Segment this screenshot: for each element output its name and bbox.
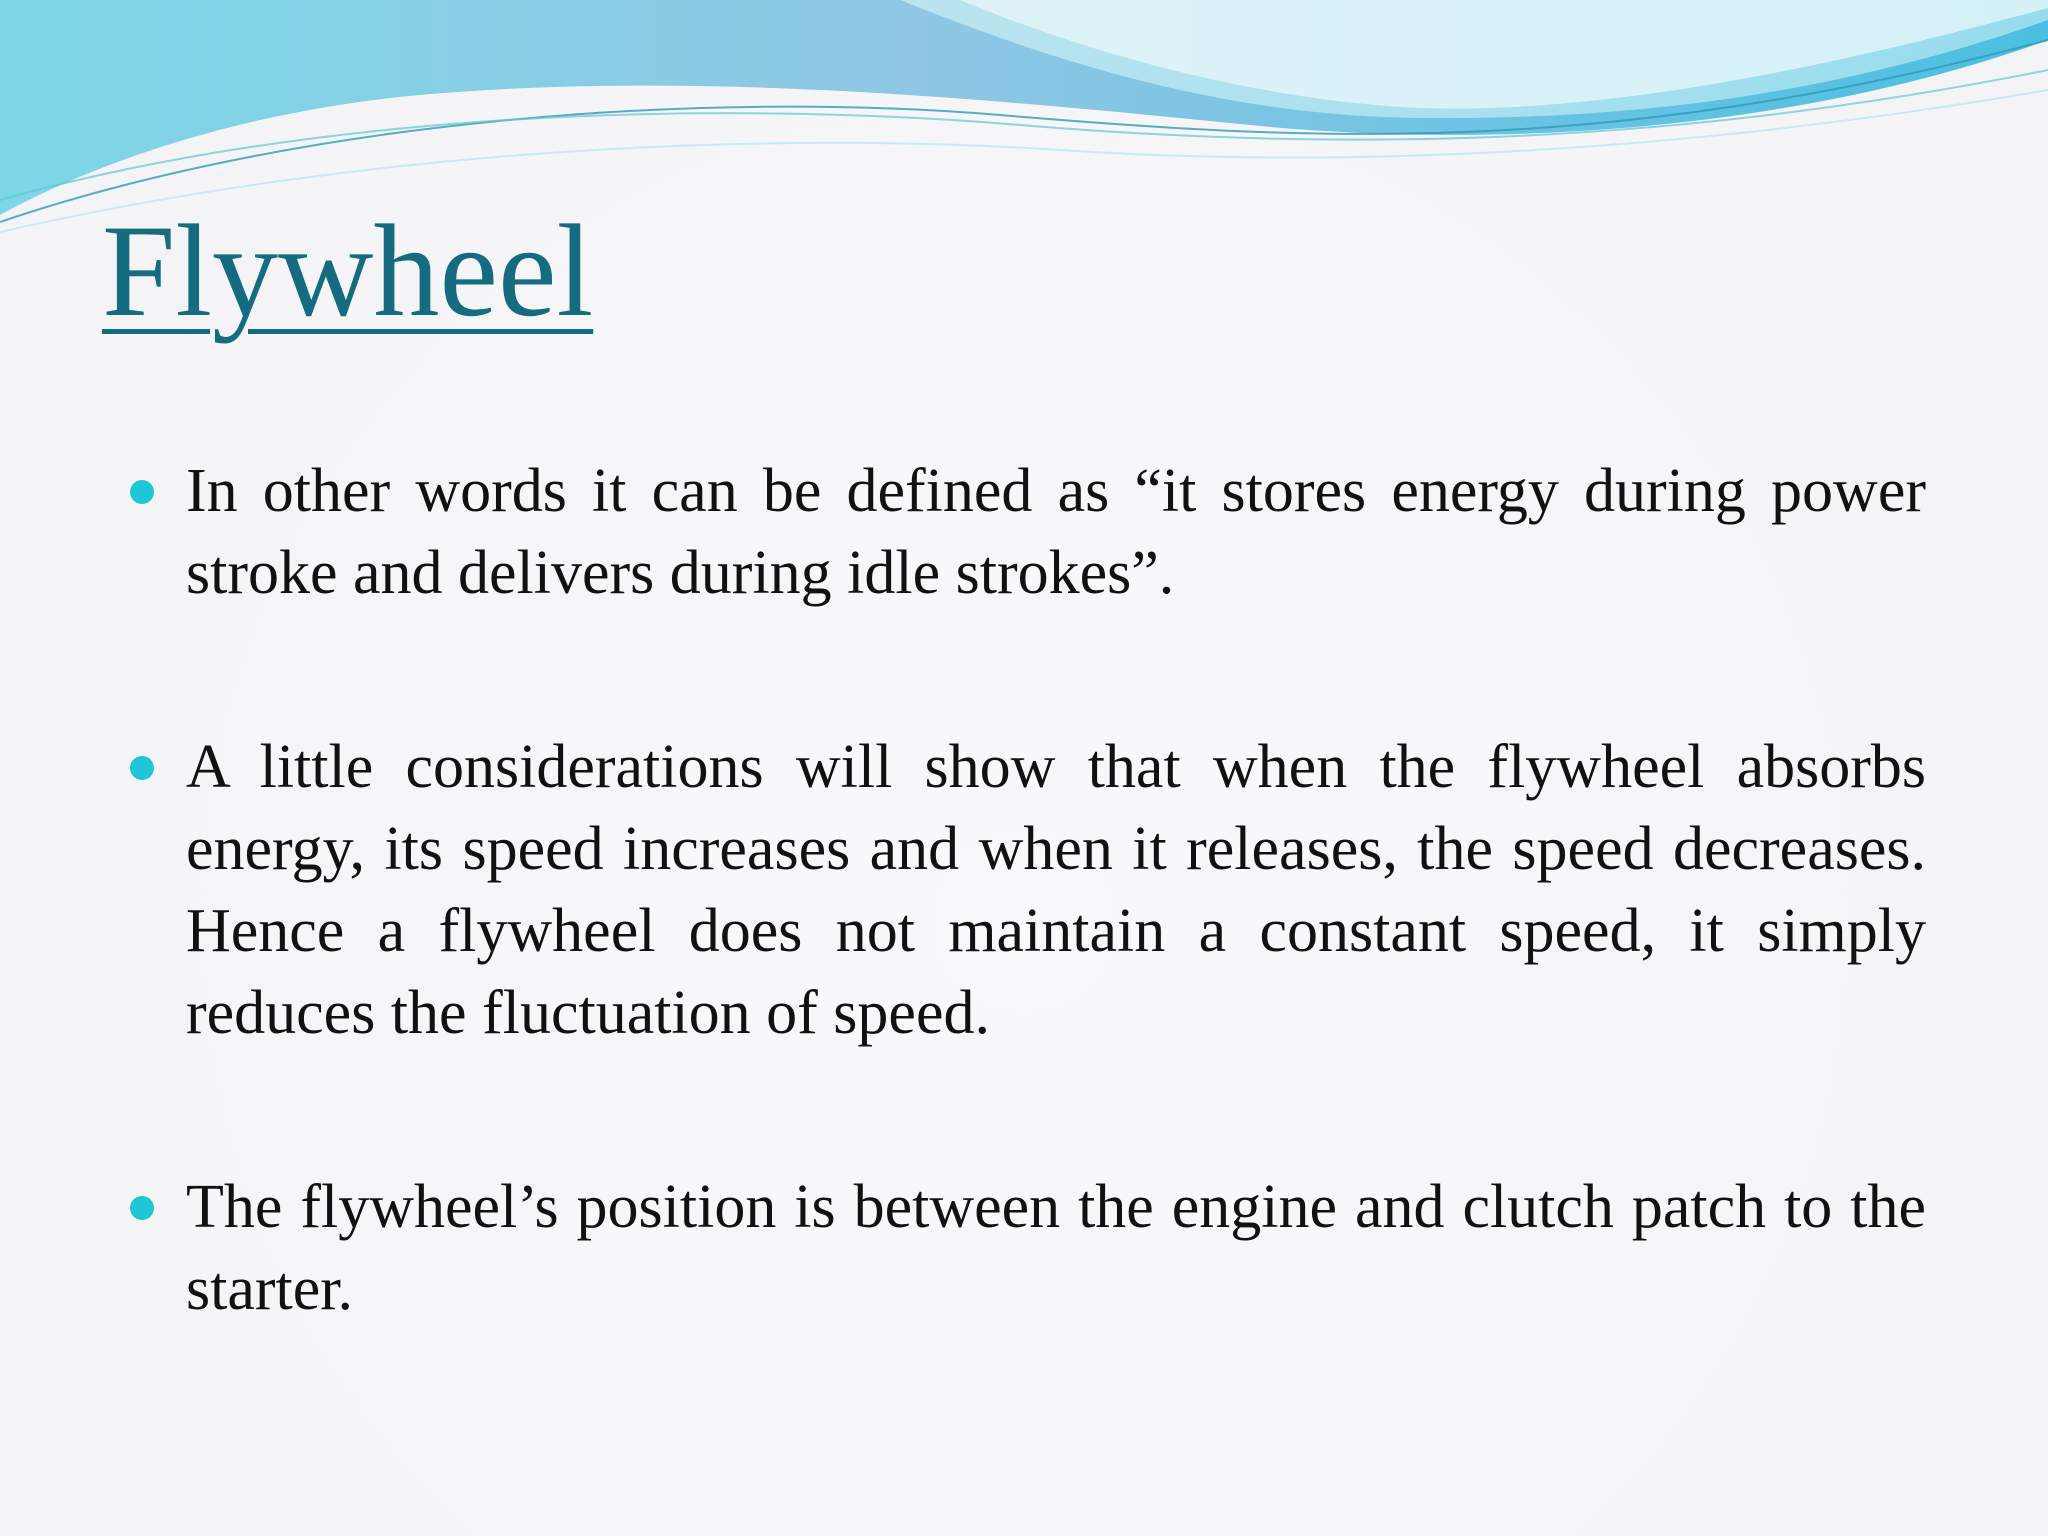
bullet-text: In other words it can be defined as “it stores energy during power stroke and delivers during idle strokes”. — [186, 457, 1926, 607]
bullet-item — [130, 726, 1926, 1054]
bullet-dot-icon — [130, 756, 154, 780]
slide-title: Flywheel — [102, 197, 594, 344]
bullet-dot-icon — [130, 1196, 154, 1220]
bullet-dot-icon — [130, 480, 154, 504]
bullet-item — [130, 1166, 1926, 1330]
bullet-text: A little considerations will show that when the flywheel absorbs energy, its speed increases and when it releases, the speed decreases. Hence a flywheel does not maintain a constant speed, it simply reduces the fluctuation of speed. — [186, 733, 1926, 1047]
bullet-item — [130, 450, 1926, 614]
bullet-list — [130, 450, 1926, 1330]
bullet-text: The flywheel’s position is between the engine and clutch patch to the starter. — [186, 1173, 1926, 1323]
